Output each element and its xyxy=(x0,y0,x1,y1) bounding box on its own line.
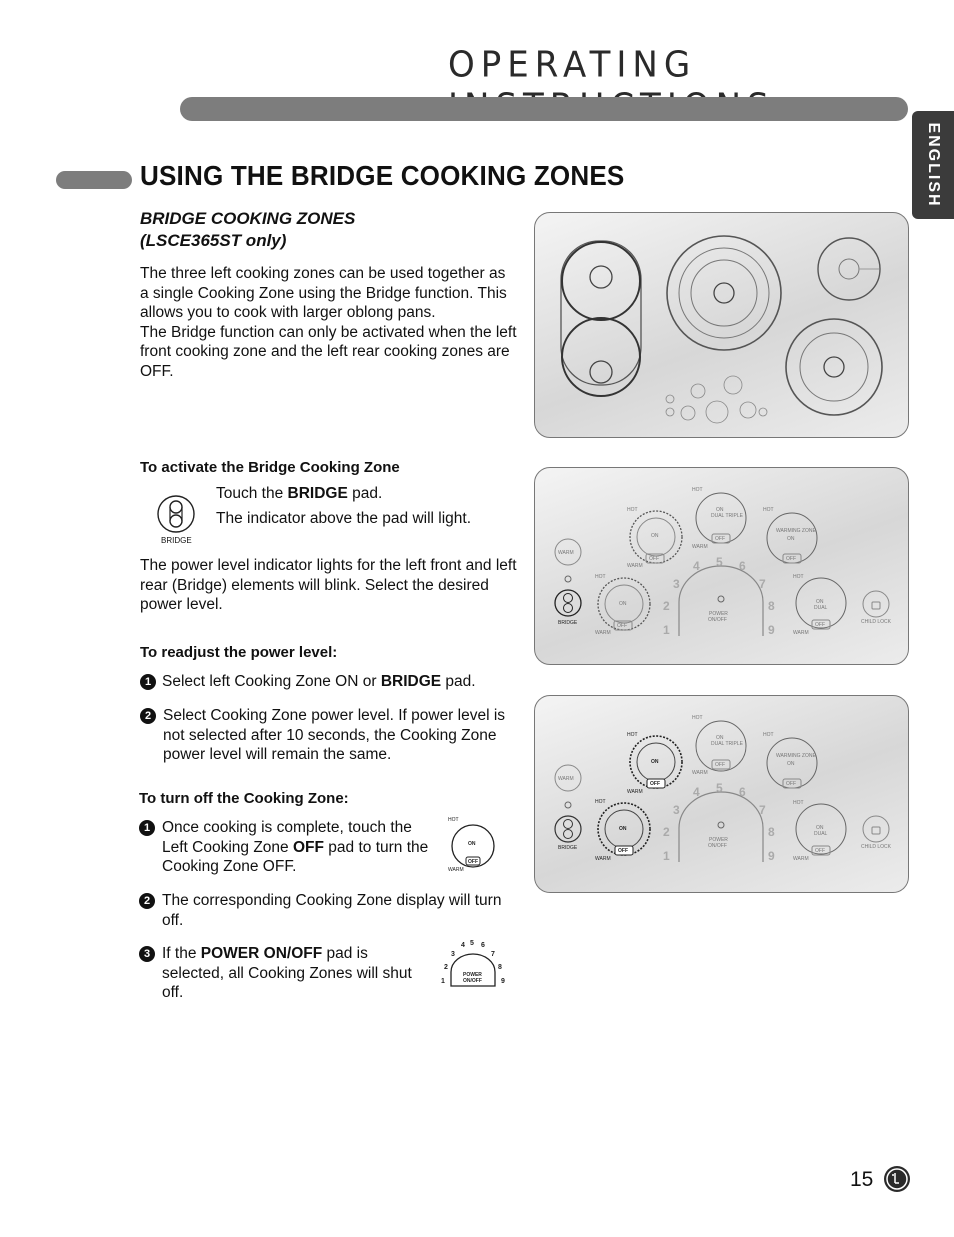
svg-text:3: 3 xyxy=(673,803,680,817)
svg-text:OFF: OFF xyxy=(786,556,796,562)
svg-text:ON: ON xyxy=(816,825,824,831)
svg-text:OFF: OFF xyxy=(650,781,660,787)
svg-text:ON: ON xyxy=(787,761,795,767)
svg-text:4: 4 xyxy=(461,942,465,949)
svg-text:1: 1 xyxy=(441,978,445,985)
svg-text:ON: ON xyxy=(716,735,724,741)
step-number-3: 3 xyxy=(139,946,155,962)
language-tab xyxy=(912,111,954,219)
turnoff-step-1: 1 Once cooking is complete, touch the Left Cooking Zone OFF pad to turn the Cooking Zone OFF. xyxy=(139,818,431,877)
svg-text:OFF: OFF xyxy=(618,848,628,854)
svg-text:9: 9 xyxy=(501,978,505,985)
turnoff-step-2: 2 The corresponding Cooking Zone display will turn off. xyxy=(139,891,519,930)
svg-text:OFF: OFF xyxy=(649,556,659,562)
svg-text:WARM: WARM xyxy=(595,856,611,862)
section-pill xyxy=(56,171,132,189)
svg-text:1: 1 xyxy=(663,849,670,863)
svg-text:ON/OFF: ON/OFF xyxy=(463,978,482,984)
control-panel-left-zone-on xyxy=(534,695,909,893)
svg-text:CHILD LOCK: CHILD LOCK xyxy=(861,619,892,625)
activate-line2: The indicator above the pad will light. xyxy=(216,509,472,527)
zone-off-label: OFF xyxy=(468,859,478,865)
svg-text:HOT: HOT xyxy=(595,574,606,580)
svg-text:POWER: POWER xyxy=(709,611,728,617)
svg-text:2: 2 xyxy=(663,599,670,613)
svg-text:WARM: WARM xyxy=(793,856,809,862)
svg-text:HOT: HOT xyxy=(793,800,804,806)
svg-text:WARM: WARM xyxy=(627,563,643,569)
bridge-icon-label: BRIDGE xyxy=(161,536,192,545)
brand-logo-icon xyxy=(884,1166,910,1192)
svg-text:4: 4 xyxy=(693,785,700,799)
svg-text:7: 7 xyxy=(491,951,495,958)
svg-text:ON: ON xyxy=(651,533,659,539)
svg-text:WARM: WARM xyxy=(793,630,809,636)
turnoff-step-3: 3 If the POWER ON/OFF pad is selected, all Cooking Zones will shut off. xyxy=(139,944,431,1003)
svg-text:ON: ON xyxy=(716,507,724,513)
step-number-2: 2 xyxy=(139,893,155,909)
step-number-1: 1 xyxy=(140,674,156,690)
svg-text:WARM: WARM xyxy=(692,770,708,776)
svg-text:OFF: OFF xyxy=(617,623,627,629)
svg-text:9: 9 xyxy=(768,849,775,863)
svg-text:ON/OFF: ON/OFF xyxy=(708,617,727,623)
svg-text:3: 3 xyxy=(451,951,455,958)
svg-text:1: 1 xyxy=(663,623,670,637)
subsection-title-line1: BRIDGE COOKING ZONES xyxy=(140,209,356,228)
svg-text:ON: ON xyxy=(787,536,795,542)
svg-text:5: 5 xyxy=(716,781,723,795)
svg-text:WARM: WARM xyxy=(692,544,708,550)
intro-paragraph-1: The three left cooking zones can be used together as a single Cooking Zone using the Bridge function. This allows you to cook with larger oblong pans. xyxy=(140,265,507,322)
svg-text:7: 7 xyxy=(759,577,766,591)
svg-text:6: 6 xyxy=(481,942,485,949)
svg-text:OFF: OFF xyxy=(815,622,825,628)
svg-text:HOT: HOT xyxy=(692,487,703,493)
activate-steps xyxy=(216,484,516,528)
svg-text:OFF: OFF xyxy=(715,536,725,542)
activate-line1: Touch the BRIDGE pad. xyxy=(216,485,383,502)
svg-text:BRIDGE: BRIDGE xyxy=(558,620,578,626)
svg-text:HOT: HOT xyxy=(692,715,703,721)
step-number-1: 1 xyxy=(139,820,155,836)
zone-off-icon xyxy=(446,814,502,881)
svg-text:ON: ON xyxy=(619,601,627,607)
intro-paragraph-2: The Bridge function can only be activated when the left front cooking zone and the left rear cooking zones are OFF. xyxy=(140,323,517,380)
svg-text:WARMING ZONE: WARMING ZONE xyxy=(776,753,816,759)
svg-text:9: 9 xyxy=(768,623,775,637)
cooktop-top-view xyxy=(534,212,909,438)
step-number-2: 2 xyxy=(140,708,156,724)
svg-text:HOT: HOT xyxy=(763,732,774,738)
intro-text xyxy=(140,264,518,382)
svg-text:DUAL: DUAL xyxy=(814,605,828,611)
language-tab-label: ENGLISH xyxy=(925,122,942,208)
zone-on-label: ON xyxy=(468,841,476,847)
svg-text:OFF: OFF xyxy=(786,781,796,787)
activate-note: The power level indicator lights for the left front and left rear (Bridge) elements will blink. Select the desired power level. xyxy=(140,557,517,614)
section-title: USING THE BRIDGE COOKING ZONES xyxy=(140,160,625,191)
activate-heading: To activate the Bridge Cooking Zone xyxy=(140,459,400,476)
svg-text:7: 7 xyxy=(759,803,766,817)
svg-text:DUAL TRIPLE: DUAL TRIPLE xyxy=(711,741,743,747)
svg-text:4: 4 xyxy=(693,559,700,573)
svg-text:POWER: POWER xyxy=(463,972,482,978)
svg-text:CHILD LOCK: CHILD LOCK xyxy=(861,844,892,850)
svg-text:8: 8 xyxy=(768,599,775,613)
svg-text:6: 6 xyxy=(739,785,746,799)
svg-text:HOT: HOT xyxy=(793,574,804,580)
svg-text:ON/OFF: ON/OFF xyxy=(708,843,727,849)
svg-text:6: 6 xyxy=(739,559,746,573)
svg-text:WARM: WARM xyxy=(627,789,643,795)
svg-text:ON: ON xyxy=(619,826,627,832)
svg-text:DUAL: DUAL xyxy=(814,831,828,837)
svg-text:WARM: WARM xyxy=(558,550,574,556)
zone-warm-label: WARM xyxy=(448,867,464,873)
svg-text:5: 5 xyxy=(470,940,474,947)
svg-text:DUAL TRIPLE: DUAL TRIPLE xyxy=(711,513,743,519)
svg-text:ON: ON xyxy=(816,599,824,605)
subsection-title xyxy=(140,208,355,252)
turnoff-heading: To turn off the Cooking Zone: xyxy=(139,790,349,807)
svg-text:ON: ON xyxy=(651,759,659,765)
readjust-step-2: 2 Select Cooking Zone power level. If power level is not selected after 10 seconds, the Cooking Zone power level will remain the same. xyxy=(140,706,520,765)
svg-text:HOT: HOT xyxy=(763,507,774,513)
readjust-heading: To readjust the power level: xyxy=(140,644,338,661)
control-panel-bridge xyxy=(534,467,909,665)
svg-text:HOT: HOT xyxy=(627,732,638,738)
svg-text:OFF: OFF xyxy=(815,848,825,854)
svg-text:HOT: HOT xyxy=(595,799,606,805)
svg-text:WARM: WARM xyxy=(595,630,611,636)
zone-hot-label: HOT xyxy=(448,817,459,823)
svg-text:BRIDGE: BRIDGE xyxy=(558,845,578,851)
svg-text:WARMING ZONE: WARMING ZONE xyxy=(776,528,816,534)
header-title: OPERATING xyxy=(448,44,697,86)
svg-text:WARM: WARM xyxy=(558,776,574,782)
page-number: 15 xyxy=(850,1168,874,1191)
svg-text:HOT: HOT xyxy=(627,507,638,513)
svg-text:2: 2 xyxy=(663,825,670,839)
svg-text:POWER: POWER xyxy=(709,837,728,843)
svg-text:2: 2 xyxy=(444,964,448,971)
svg-text:OFF: OFF xyxy=(715,762,725,768)
readjust-step-1: 1 Select left Cooking Zone ON or BRIDGE pad. xyxy=(140,672,520,692)
svg-text:5: 5 xyxy=(716,555,723,569)
svg-text:8: 8 xyxy=(768,825,775,839)
svg-text:8: 8 xyxy=(498,964,502,971)
subsection-title-line2: (LSCE365ST only) xyxy=(140,231,287,250)
svg-text:3: 3 xyxy=(673,577,680,591)
header-bar xyxy=(180,97,908,121)
power-onoff-icon xyxy=(436,936,510,997)
